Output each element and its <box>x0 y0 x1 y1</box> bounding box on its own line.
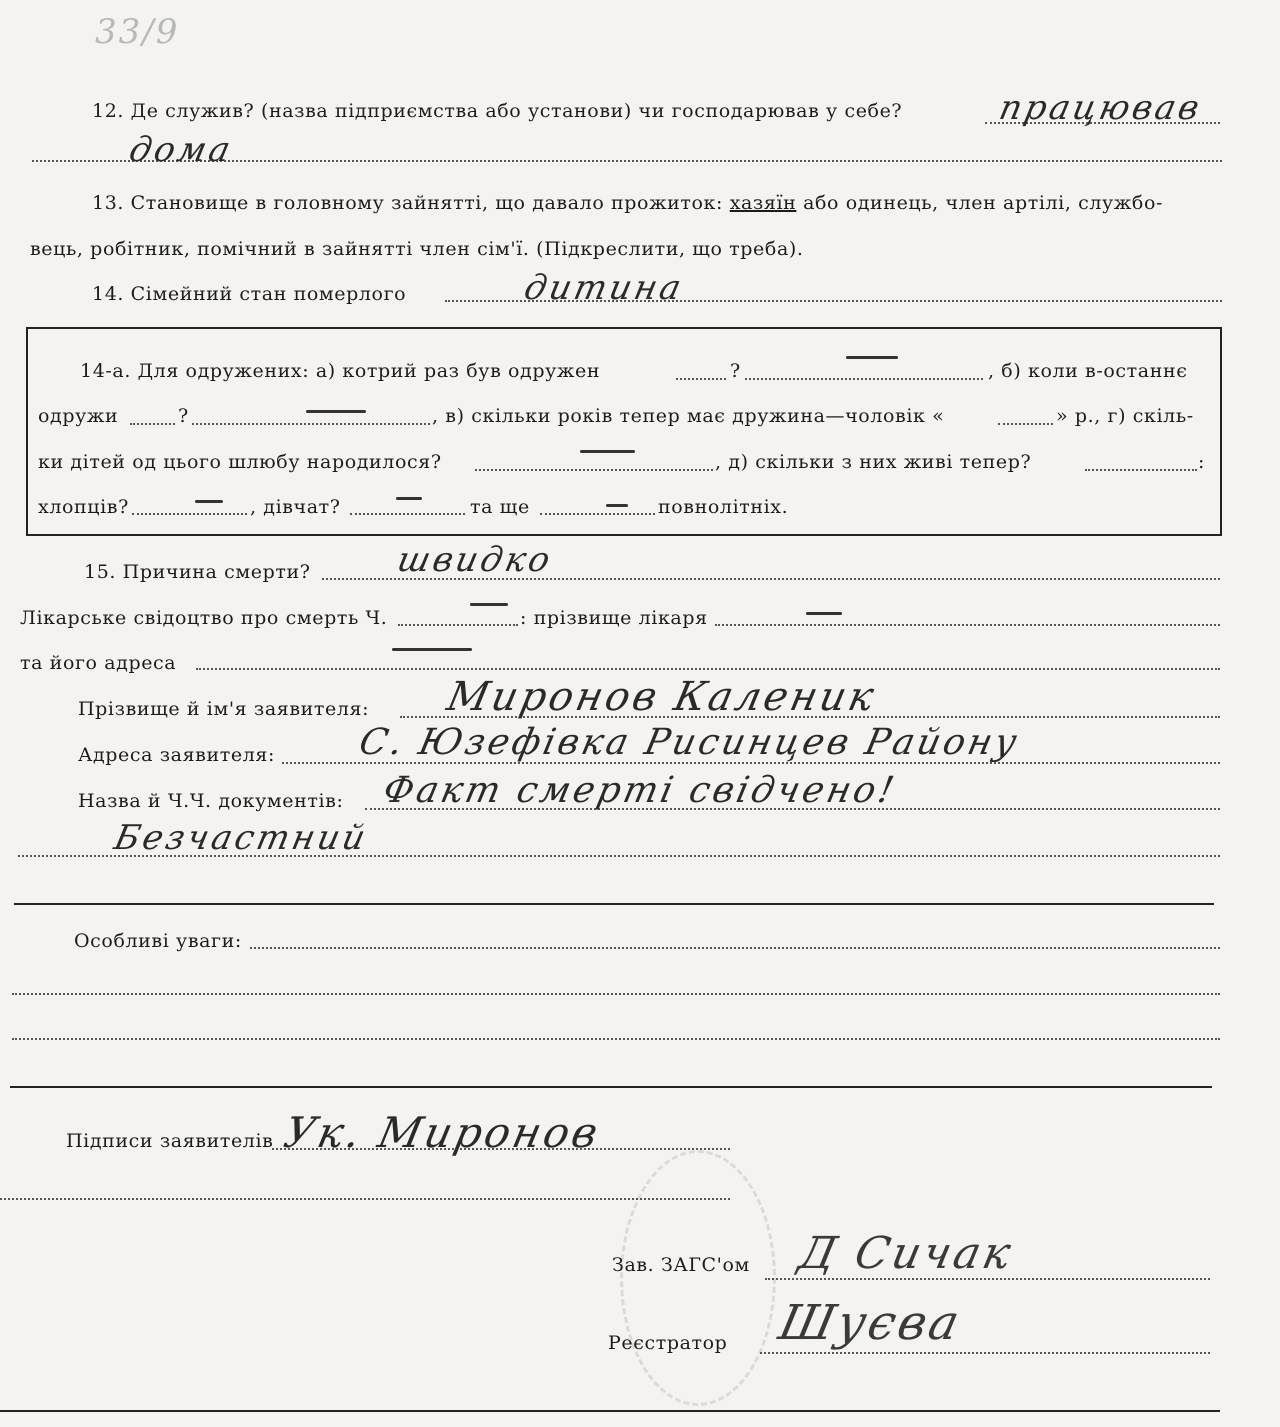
q14a-line4-b: , дівчат? <box>250 496 341 518</box>
signature-line-2 <box>0 1198 730 1200</box>
q14a-dash-5 <box>396 497 422 500</box>
q14a-line4-a: хлопців? <box>38 496 129 518</box>
registrar-signature: Шуєва <box>774 1295 968 1351</box>
doctor-name-line <box>715 624 1220 626</box>
zags-head-label: Зав. ЗАГС'ом <box>612 1254 750 1276</box>
zags-head-signature: Д Сичак <box>794 1228 1019 1279</box>
q13-line-2: вець, робітник, помічний в зайнятті член сім'ї. (Підкреслити, що треба). <box>30 238 804 260</box>
applicant-docs: Факт смерті свідчено! <box>379 770 901 811</box>
q14a-dots-8 <box>132 513 247 515</box>
q13-underlined: хазяїн <box>729 192 797 214</box>
q14a-colon: : <box>1198 451 1206 473</box>
q12-answer-2: дома <box>125 130 237 170</box>
q14a-dash-6 <box>606 504 628 507</box>
divider-1 <box>14 903 1214 905</box>
registrar-line <box>760 1352 1210 1354</box>
doctor-address-label: та його адреса <box>20 652 177 674</box>
q14a-line4-d: повнолітніх. <box>658 496 789 518</box>
q14a-line3-b: , д) скільки з них живі тепер? <box>715 451 1032 473</box>
q14a-dots-2 <box>745 378 983 380</box>
faded-stamp <box>620 1150 776 1406</box>
notes-label: Особливі уваги: <box>74 930 242 952</box>
q14a-dots-9 <box>350 513 465 515</box>
doctor-name-label: : прізвище лікаря <box>520 607 708 629</box>
q14a-dash-3 <box>580 450 635 453</box>
doctor-dash-3 <box>392 648 472 651</box>
q14a-dots-1 <box>676 378 726 380</box>
q14a-dots-10 <box>540 513 655 515</box>
q14a-line2-a: одружи <box>38 405 119 427</box>
applicant-name-label: Прізвище й ім'я заявителя: <box>78 698 370 720</box>
q14a-dash-1 <box>846 356 898 359</box>
q14a-dots-7 <box>1085 469 1197 471</box>
q14a-line3-a: ки дітей од цього шлюбу народилося? <box>38 451 442 473</box>
q14a-line1-b: , б) коли в-останнє <box>988 360 1188 382</box>
q13-suffix: або одинець, член артілі, службо- <box>803 192 1164 214</box>
applicant-address: С. Юзефівка Рисинцев Району <box>355 722 1024 763</box>
q14a-dots-3 <box>130 423 175 425</box>
q15-label: 15. Причина смерти? <box>84 561 311 583</box>
q14-label: 14. Сімейний стан померлого <box>92 283 407 305</box>
q14a-line2-c: » р., г) скіль- <box>1056 405 1194 427</box>
applicant-address-label: Адреса заявителя: <box>78 744 275 766</box>
q14a-dots-6 <box>475 469 713 471</box>
q15-answer: швидко <box>393 540 557 580</box>
q14a-line4-c: та ще <box>470 496 530 518</box>
q14a-line2-b: , в) скільки років тепер має дружина—чоловік « <box>432 405 945 427</box>
q13-line-1 <box>92 192 1163 214</box>
q14a-dash-4 <box>195 500 223 503</box>
q13-prefix: 13. Становище в головному зайнятті, що давало прожиток: <box>92 192 724 214</box>
q14a-q2: ? <box>178 405 189 427</box>
notes-line-2 <box>12 993 1220 995</box>
q14a-line1-a: 14-а. Для одружених: а) котрий раз був одружен <box>80 360 601 382</box>
applicant-docs-2: Безчастний <box>110 818 372 858</box>
applicant-signature: Ук. Миронов <box>279 1108 605 1157</box>
notes-line-3 <box>12 1038 1220 1040</box>
q14a-q1: ? <box>730 360 741 382</box>
doctor-cert-line <box>398 624 518 626</box>
q14a-dots-4 <box>192 423 430 425</box>
q14a-dash-2 <box>306 410 366 413</box>
notes-line-1 <box>250 947 1220 949</box>
doctor-cert-label: Лікарське свідоцтво про смерть Ч. <box>20 607 388 629</box>
doctor-dash-1 <box>470 603 508 606</box>
q14a-dots-5 <box>998 423 1053 425</box>
q14-answer: дитина <box>520 268 688 308</box>
archive-number: 33/9 <box>95 12 180 52</box>
bottom-rule <box>0 1410 1220 1412</box>
doctor-address-line <box>196 668 1220 670</box>
registrar-label: Реєстратор <box>608 1332 728 1354</box>
applicant-docs-label: Назва й Ч.Ч. документів: <box>78 790 344 812</box>
divider-2 <box>10 1086 1212 1088</box>
doctor-dash-2 <box>806 612 842 615</box>
q12-answer-1: працював <box>995 88 1206 128</box>
applicant-name: Миронов Каленик <box>443 674 881 720</box>
signature-label: Підписи заявителів <box>66 1130 274 1152</box>
q12-label: 12. Де служив? (назва підприємства або установи) чи господарював у себе? <box>92 100 903 122</box>
